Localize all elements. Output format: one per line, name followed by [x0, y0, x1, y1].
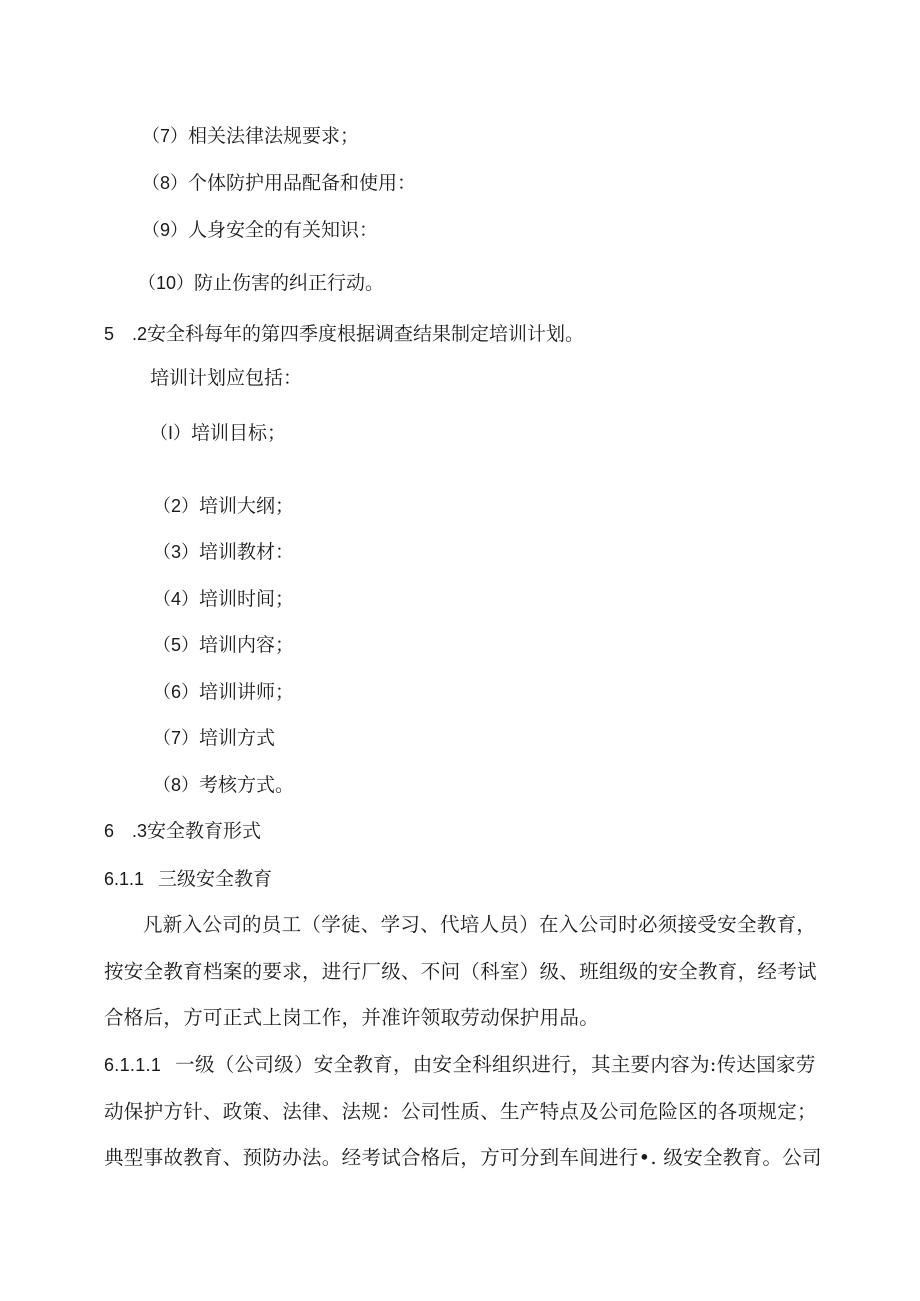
section-text: 安全教育形式: [147, 820, 262, 842]
list-text: 培训目标；: [191, 422, 287, 444]
list-number: （4）: [153, 589, 200, 609]
list-number: （9）: [142, 220, 189, 240]
list-text: 个体防护用品配备和使用：: [188, 172, 417, 194]
list-number: （7）: [142, 126, 189, 146]
list-number: （5）: [153, 635, 200, 655]
list-number: （3）: [153, 542, 200, 562]
section-text: 安全科每年的第四季度根据调查结果制定培训计划。: [147, 323, 585, 345]
list-number: （2）: [153, 496, 200, 516]
list-item: [153, 494, 294, 518]
list-number: （8）: [153, 775, 200, 795]
list-item: [150, 421, 286, 445]
paragraph-line: 动保护方针、政策、法律、法规：公司性质、生产特点及公司危险区的各项规定；: [104, 1100, 817, 1123]
paragraph-line: 凡新入公司的员工（学徒、学习、代培人员）在入公司时必须接受安全教育，: [143, 913, 817, 936]
list-item: [142, 171, 416, 195]
list-text: 培训大纲；: [199, 495, 295, 517]
section-text: 三级安全教育: [158, 868, 273, 890]
section-heading-5-2: [104, 322, 584, 346]
list-number: （8）: [142, 173, 189, 193]
list-item: [153, 680, 294, 704]
list-text: 相关法律法规要求；: [188, 125, 360, 147]
section-heading-6-1-1-1: [104, 1053, 816, 1077]
list-text: 考核方式。: [199, 774, 295, 796]
list-item: [153, 587, 294, 611]
plan-intro: 培训计划应包括：: [150, 367, 303, 389]
list-item: [153, 726, 275, 750]
list-number: （7）: [153, 728, 200, 748]
section-number: 5 .2: [104, 324, 148, 344]
paragraph-line: 按安全教育档案的要求，进行厂级、不问（科室）级、班组级的安全教育，经考试: [104, 960, 817, 983]
section-number: 6 .3: [104, 821, 148, 841]
list-number: （I）: [150, 423, 192, 443]
paragraph-line: 合格后，方可正式上岗工作，并准许领取劳动保护用品。: [104, 1006, 600, 1029]
section-number: 6.1.1: [104, 869, 145, 889]
list-item: [138, 271, 384, 295]
list-item: [153, 773, 294, 797]
section-number: 6.1.1.1: [104, 1055, 162, 1075]
list-text: 防止伤害的纠正行动。: [194, 272, 385, 294]
section-heading-6-3: [104, 819, 261, 843]
list-text: 培训教材：: [199, 541, 295, 563]
section-heading-6-1-1: [104, 867, 272, 891]
list-number: （6）: [153, 682, 200, 702]
list-item: [142, 218, 378, 242]
list-text: 人身安全的有关知识：: [188, 219, 379, 241]
list-item: [153, 540, 294, 564]
section-text: 一级（公司级）安全教育，由安全科组织进行，其主要内容为:传达国家劳: [175, 1053, 816, 1076]
list-text: 培训讲师；: [199, 681, 295, 703]
list-item: [142, 124, 359, 148]
list-item: [153, 633, 294, 657]
list-number: （10）: [138, 273, 195, 293]
paragraph-line: 典型事故教育、预防办法。经考试合格后，方可分到车间进行•. 级安全教育。公司: [104, 1146, 822, 1169]
list-text: 培训方式: [199, 727, 276, 749]
list-text: 培训内容；: [199, 634, 295, 656]
list-text: 培训时间；: [199, 588, 295, 610]
